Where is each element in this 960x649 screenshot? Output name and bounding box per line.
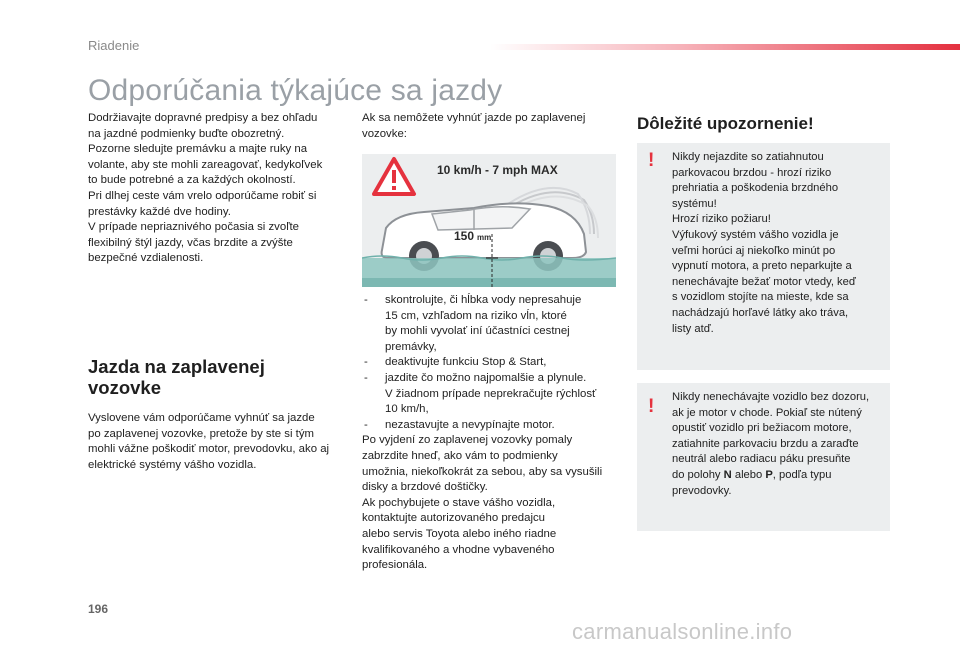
depth-value: 150 (454, 229, 475, 243)
gear-position-n: N (723, 468, 732, 481)
watermark: carmanualsonline.info (572, 619, 793, 644)
exclamation-icon: ! (648, 150, 655, 171)
section-label: Riadenie (88, 38, 140, 53)
flooded-road-paragraph: Vyslovene vám odporúčame vyhnúť sa jazde po zaplavenej vozovke, pretože by ste si tým mohli vážne poškodiť motor, prevodovku, ako aj elektrické systémy vášho vozidla. (88, 412, 330, 471)
exclamation-icon: ! (648, 396, 655, 417)
warning-box-parking-brake (637, 143, 890, 370)
speed-limit-label: 10 km/h - 7 mph MAX (437, 163, 558, 177)
car-in-water-image (362, 154, 616, 287)
warning-text: Nikdy nenechávajte vozidlo bez dozoru, ak je motor v chode. Pokiaľ ste nútený opustiť vozidlo pri bežiacom motore, zatiahnite parkovaciu brzdu a zaraďte neutrál alebo radiacu páku presuňte do polohy N alebo P, podľa typu prevodovky. (672, 391, 870, 497)
flooded-road-illustration (362, 154, 616, 287)
gear-position-p: P (765, 468, 773, 481)
page-title: Odporúčania týkajúce sa jazdy (88, 74, 503, 107)
list-item: - jazdite čo možno najpomalšie a plynule. V žiadnom prípade neprekračujte rýchlosť 10 km/h, (364, 371, 597, 416)
important-notice-title: Dôležité upozornenie! (637, 114, 814, 133)
header-accent-bar (490, 44, 960, 50)
flooded-road-heading: Jazda na zaplavenej vozovke (88, 356, 265, 398)
warning-text: Nikdy nejazdite so zatiahnutou parkovacou brzdou - hrozí riziko prehriatia a poškodenia brzdného systému! Hrozí riziko požiaru! Výfukový systém vášho vozidla je veľmi horúci aj niekoľko minút po vypnutí motora, a preto neparkujte a nenechávajte bežať motor vtedy, keď s vozidlom stojíte na mieste, kde sa nachádzajú horľavé látky ako tráva, listy atď. (672, 151, 856, 335)
page-number: 196 (88, 602, 109, 616)
flooded-instructions: - skontrolujte, či hĺbka vody nepresahuje 15 cm, vzhľadom na riziko vĺn, ktoré by mohli vyvolať iní účastníci cestnej premávky, - deaktivujte funkciu Stop & Start, - jazdite čo možno najpomalšie a plynule. V žiadnom prípade neprekračujte rýchlosť 10 km/h, - nezastavujte a nevypínajte motor. Po vyjdení zo zaplavenej vozovky pomaly zabrzdite hneď, ako vám to podmienky umožnia, niekoľkokrát za sebou, aby sa vysušili disky a brzdové doštičky. Ak pochybujete o stave vášho vozidla, kontaktujte autorizovaného predajcu alebo servis Toyota alebo iného riadne kvalifikovaného a vhodne vybaveného profesionála. (362, 293, 620, 574)
intro-paragraph: Dodržiavajte dopravné predpisy a bez ohľadu na jazdné podmienky buďte obozretný. Pozorne sledujte premávku a majte ruky na volante, aby ste mohli zareagovať, kedykoľvek to bude potrebné a za každých okolností. Pri dlhej ceste vám vrelo odporúčame robiť si prestávky každé dve hodiny. V prípade nepriaznivého počasia si zvoľte flexibilný štýl jazdy, včas brzdite a zvýšte bezpečné vzdialenosti. (88, 112, 323, 265)
list-item: - skontrolujte, či hĺbka vody nepresahuje 15 cm, vzhľadom na riziko vĺn, ktoré by mohli vyvolať iní účastníci cestnej premávky, (364, 294, 582, 353)
list-item: - deaktivujte funkciu Stop & Start, (364, 356, 547, 369)
list-item: - nezastavujte a nevypínajte motor. (364, 418, 555, 431)
flooded-intro: Ak sa nemôžete vyhnúť jazde po zaplavenej vozovke: (362, 112, 586, 140)
depth-unit: mm (477, 233, 492, 242)
warning-box-unattended (637, 383, 890, 531)
